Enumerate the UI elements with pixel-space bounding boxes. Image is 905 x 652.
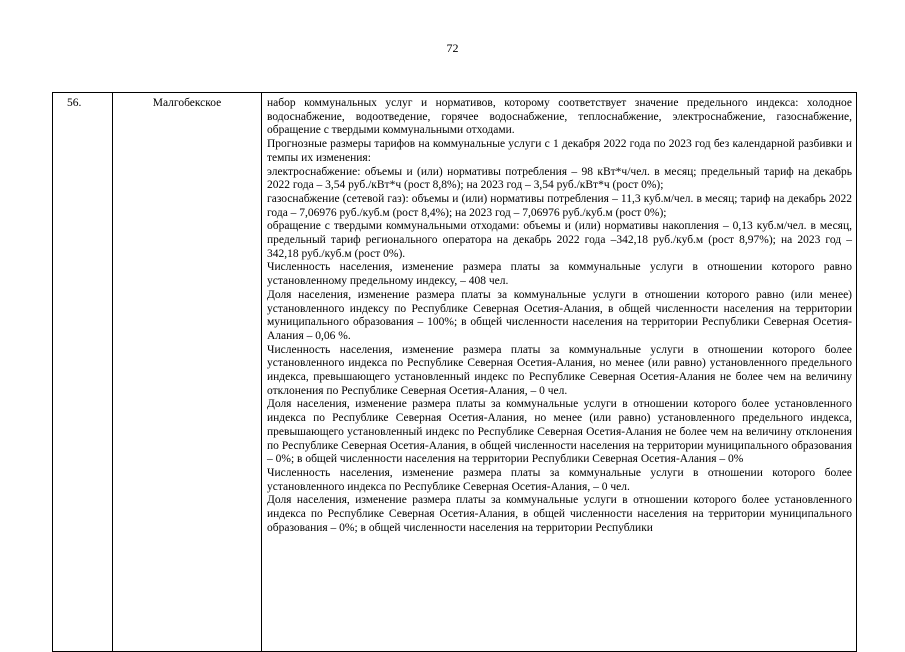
paragraph-population-equal: Численность населения, изменение размера платы за коммунальные услуги в отношении которого равно установленному предельному индексу, – 408 чел. (267, 261, 852, 288)
municipality-name: Малгобекское (113, 93, 262, 652)
page-number: 72 (446, 41, 459, 55)
paragraph-waste: обращение с твердыми коммунальными отходами: объемы и (или) нормативы накопления – 0,13 куб.м/чел. в месяц, предельный тариф регионального оператора на декабрь 2022 года –342,18 руб./куб.м (рост 8,97%); на 2023 год – 342,18 руб./куб.м (рост 0%). (267, 220, 852, 260)
description-cell (262, 93, 857, 652)
paragraph-population-between: Численность населения, изменение размера платы за коммунальные услуги в отношении которого более установленного индекса по Республике Северная Осетия-Алания, но менее (или равно) установленного предельного индекса, превышающего установленный индекс по Республике Северная Осетия-Алания не более чем на величину отклонения по Республике Северная Осетия-Алания, – 0 чел. (267, 343, 852, 397)
row-number: 56. (53, 93, 113, 652)
municipality-table (52, 92, 857, 652)
table-row (53, 93, 857, 652)
paragraph-electricity: электроснабжение: объемы и (или) нормативы потребления – 98 кВт*ч/чел. в месяц; предельный тариф на декабрь 2022 года – 3,54 руб./кВт*ч (рост 8,8%); на 2023 год – 3,54 руб./кВт*ч (рост 0%); (267, 165, 852, 192)
paragraph-population-above: Численность населения, изменение размера платы за коммунальные услуги в отношении которого более установленного индекса по Республике Северная Осетия-Алания, – 0 чел. (267, 466, 852, 493)
paragraph-services: набор коммунальных услуг и нормативов, которому соответствует значение предельного индекса: холодное водоснабжение, водоотведение, горячее водоснабжение, теплоснабжение, электроснабжение, газоснабжение, обращение с твердыми коммунальными отходами. (267, 97, 852, 137)
paragraph-share-above: Доля населения, изменение размера платы за коммунальные услуги в отношении которого более установленного индекса по Республике Северная Осетия-Алания, в общей численности населения на территории муниципального образования – 0%; в общей численности населения на территории Республики (267, 494, 852, 534)
description-text (267, 97, 852, 536)
paragraph-share-between: Доля населения, изменение размера платы за коммунальные услуги в отношении которого более установленного индекса по Республике Северная Осетия-Алания, но менее (или равно) установленного предельного индекса, превышающего установленный индекс по Республике Северная Осетия-Алания не более чем на величину отклонения по Республике Северная Осетия-Алания, в общей численности населения на территории муниципального образования – 0%; в общей численности населения на территории Республики Северная Осетия-Алания – 0% (267, 398, 852, 466)
paragraph-gas: газоснабжение (сетевой газ): объемы и (или) нормативы потребления – 11,3 куб.м/чел. в месяц; тариф на декабрь 2022 года – 7,06976 руб./куб.м (рост 8,4%); на 2023 год – 7,06976 руб./куб.м (рост 0%); (267, 192, 852, 219)
paragraph-tariffs-intro: Прогнозные размеры тарифов на коммунальные услуги с 1 декабря 2022 года по 2023 год без календарной разбивки и темпы их изменения: (267, 138, 852, 164)
paragraph-share-equal: Доля населения, изменение размера платы за коммунальные услуги в отношении которого равно (или менее) установленного индексу по Республике Северная Осетия-Алания, в общей численности населения на территории муниципального образования – 100%; в общей численности населения на территории Республики Северная Осетия-Алания – 0,06 %. (267, 288, 852, 342)
